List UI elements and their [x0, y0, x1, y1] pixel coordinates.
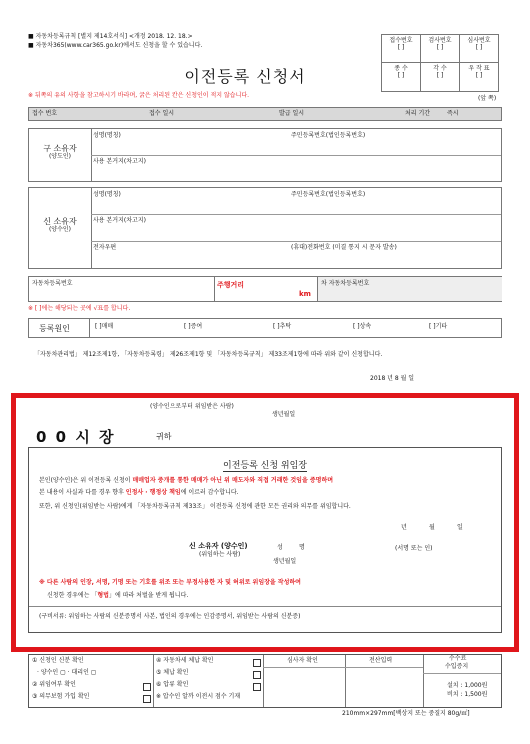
checkbox[interactable] [143, 683, 151, 691]
old-owner-section [28, 128, 502, 182]
fee-cell [423, 655, 501, 707]
reviewer-label: 심사자 확인 [287, 657, 318, 664]
divider [89, 319, 90, 337]
page-title: 이전등록 신청서 [184, 67, 306, 86]
poa-name-label: 성 [277, 544, 283, 551]
divider [423, 673, 501, 674]
poa-warning: ※ 다른 사람의 인장, 서명, 기명 또는 기호를 위조 또는 부정사용한 자 및 허위로 위임장을 작성하여 [39, 579, 301, 586]
poa-name-label2: 명 [299, 544, 305, 551]
checkbox[interactable] [143, 695, 151, 703]
birth-label: 생년월일 [272, 411, 296, 418]
new-owner-section [28, 187, 502, 269]
stamp-cell: 검사번호 [ ] [420, 34, 460, 63]
check-instruction: ※ [ ]에는 해당되는 곳에 √표를 합니다. [28, 305, 131, 312]
poa-docs: (구비서류: 위임하는 사람의 신분증명서 사본, 법인의 경우에는 인감증명서, 위임받는 사람의 신분증) [39, 613, 301, 620]
stamp-boxes [381, 34, 499, 92]
poa-signer-label: 신 소유자 (양수인) [189, 542, 248, 550]
new-owner-address: 사용 본거지(차고지) [93, 217, 146, 224]
mileage-unit: km [299, 290, 311, 298]
check-insurance: ③ 의무보험 가입 확인 [32, 693, 90, 700]
online-notice: ■ 자동차365(www.car365.go.kr)에서도 신청을 할 수 있습니다. [28, 42, 203, 49]
footer-checks-1 [29, 655, 154, 707]
period-value: 즉시 [447, 110, 459, 117]
poa-month: 월 [429, 524, 435, 531]
new-owner-id: 주민등록번호(법인등록번호) [291, 191, 366, 198]
poa-day: 일 [457, 524, 463, 531]
cause-label: 등록원인 [39, 324, 70, 333]
cause-option-sale[interactable]: [ ]매매 [95, 323, 114, 330]
check-car-tax: ④ 자동차세 체납 확인 [156, 657, 214, 664]
poa-line1: 본인(양수인)은 위 이전등록 신청이 매매업자 중개를 통한 매매가 아닌 위 매도자와 직접 거래한 것임을 증명하며 [39, 477, 334, 484]
poa-signer-sub: (위임하는 사람) [199, 551, 241, 558]
fee-1: 설치 : 1,000원 [447, 682, 488, 689]
new-owner-row2 [91, 214, 501, 242]
check-party[interactable]: · 양수인 ▢ · 대리인 ▢ [37, 669, 97, 676]
check-delegation: ② 위임여부 확인 [32, 681, 76, 688]
authority-name: 0 0 시 장 [36, 428, 116, 446]
poa-line3: 또한, 위 신청인(위임받는 사람)에게 「자동차등록규칙 제33조」 이전등록 신청에 관한 모든 권리와 의무를 위임합니다. [39, 503, 351, 510]
new-owner-label: 신 소유자 (양수인) [29, 188, 92, 268]
receipt-number-label: 접수 번호 [32, 110, 58, 117]
mileage-label: 주행거리 [217, 281, 245, 289]
poa-line2: 본 내용이 사실과 다를 경우 향후 인정사 · 행정상 책임에 이르러 감수합니다. [39, 489, 239, 496]
legal-basis: ■ 자동차등록규칙 [별지 제14호서식] <개정 2018. 12. 18.> [28, 33, 193, 40]
divider [263, 667, 345, 668]
footer-table [28, 654, 502, 708]
receipt-row [28, 107, 502, 121]
new-owner-name: 성명(명칭) [93, 191, 121, 198]
check-arrears: ⑤ 체납 확인 [156, 669, 189, 676]
old-owner-address: 사용 본거지(차고지) [93, 158, 146, 165]
checkbox[interactable] [253, 683, 261, 691]
receipt-date-label: 접수 일시 [149, 110, 175, 117]
stamp-cell: 우 작 표 [ ] [459, 62, 499, 92]
cause-row [28, 318, 502, 338]
stamp-cell: 심사번호 [ ] [459, 34, 499, 63]
fill-notice: ※ 뒤쪽의 유의 사항을 참고하시기 바라며, 굵은 처리된 칸은 신청인이 적지 않습니다. [28, 92, 250, 99]
stamp-cell: 각 수 [ ] [420, 62, 460, 92]
fee-sub: 수입증지 [445, 663, 469, 670]
checkbox[interactable] [253, 671, 261, 679]
footer-checks-2 [153, 655, 264, 707]
poa-birth-label: 생년월일 [273, 558, 297, 565]
fee-2: 비치 : 1,500원 [447, 691, 488, 698]
vehicle-row [28, 276, 502, 302]
stamp-cell: 종 수 [ ] [381, 62, 421, 92]
old-owner-label: 구 소유자 (양도인) [29, 129, 92, 181]
stamp-cell: 접수번호 [ ] [381, 34, 421, 63]
cause-option-inherit[interactable]: [ ]상속 [353, 323, 372, 330]
divider [29, 606, 501, 607]
delegate-note: (양수인으로부터 위임받은 사람) [150, 403, 234, 410]
check-identity: ① 신청인 신분 확인 [32, 657, 84, 664]
checkbox[interactable] [253, 659, 261, 667]
old-owner-name: 성명(명칭) [93, 132, 121, 139]
poa-sign-note: (서명 또는 인) [395, 545, 433, 552]
cause-option-gift[interactable]: [ ]증여 [184, 323, 203, 330]
poa-year: 년 [401, 524, 407, 531]
vin-label: 차 자동차등록번호 [321, 280, 370, 287]
vehicle-reg-label: 자동차등록번호 [32, 280, 73, 287]
statement: 「자동차관리법」 제12조제1항, 「자동차등록령」 제26조제1항 및 「자동차등록규칙」 제33조제1항에 따라 위와 같이 신청합니다. [34, 351, 383, 358]
new-owner-email: 전자우편 [93, 244, 117, 251]
date-line: 2018 년 8 월 일 [370, 375, 415, 382]
poa-title: 이전등록 신청 위임장 [223, 461, 307, 471]
reviewer-cell [263, 655, 346, 707]
divider [214, 277, 215, 301]
fee-label: 수수료 [449, 655, 467, 662]
page-side: (앞 쪽) [478, 95, 497, 102]
check-note: ※ 압수인 알까 이전시 점수 기재 [156, 693, 241, 700]
issue-date-label: 발급 일시 [279, 110, 305, 117]
poa-warning-2: 신청한 경우에는 「형법」에 따라 처벌을 받게 됩니다. [47, 592, 189, 599]
paper-spec: 210mm×297mm[백상지 또는 중질지 80g/㎡] [342, 710, 470, 717]
entry-cell [345, 655, 424, 707]
period-label: 처리 기간 [405, 110, 431, 117]
cause-option-trust[interactable]: [ ]추탁 [273, 323, 292, 330]
poa-box [28, 447, 502, 633]
authority-suffix: 귀하 [156, 432, 172, 441]
old-owner-id: 주민등록번호(법인등록번호) [291, 132, 366, 139]
check-seizure: ⑥ 압류 확인 [156, 681, 189, 688]
cause-option-other[interactable]: [ ]기타 [429, 323, 448, 330]
divider [345, 667, 423, 668]
new-owner-phone: (휴대)전화번호 (미결 통지 시 문자 발송) [291, 244, 397, 251]
entry-label: 전산입력 [369, 657, 393, 664]
